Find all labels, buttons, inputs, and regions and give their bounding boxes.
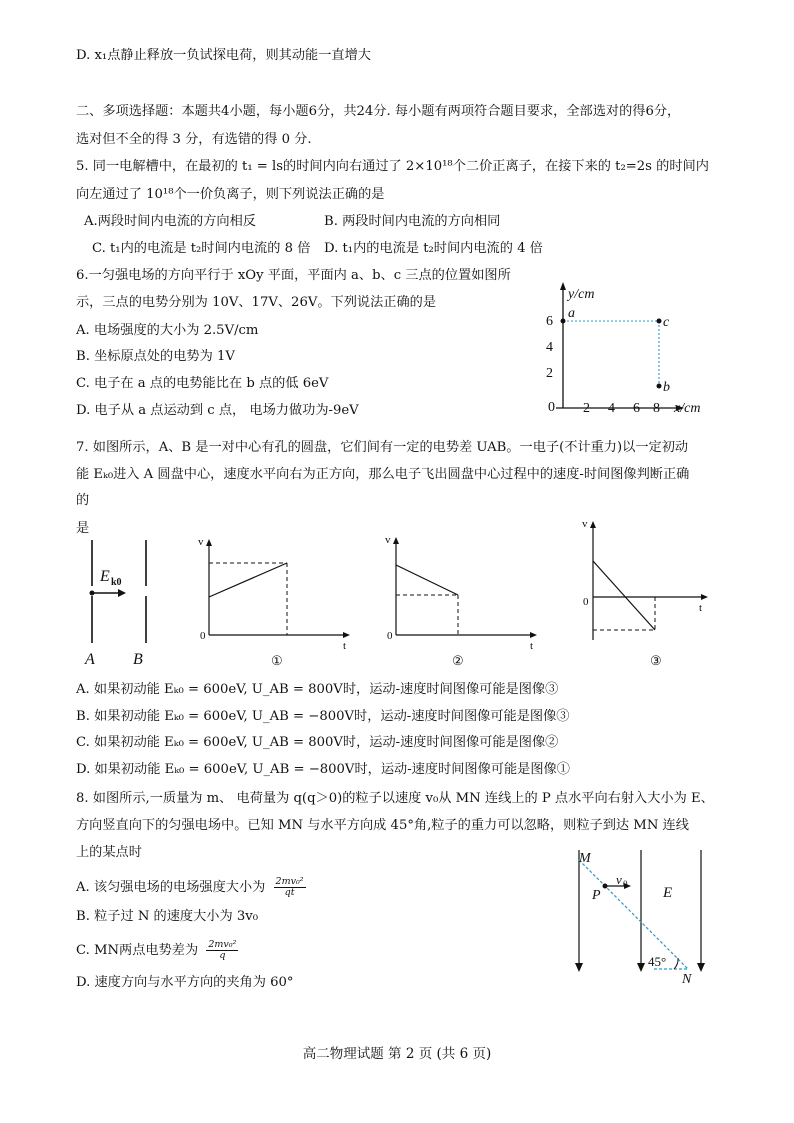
q7-plates-figure <box>80 535 180 670</box>
q7-stem-3: 的 <box>76 493 90 508</box>
v0-label: v <box>616 872 622 887</box>
q7-option-c: C. 如果初动能 Eₖ₀ = 600eV, U_AB = 800V时，运动-速度时间图像可能是图像② <box>76 735 559 750</box>
line-q4d: D. x₁点静止释放一负试探电荷，则其动能一直增大 <box>76 48 371 63</box>
q6-option-a: A. 电场强度的大小为 2.5V/cm <box>76 323 259 338</box>
svg-text:t: t <box>699 602 703 614</box>
q8-option-a-fraction: $\frac{\text{2mv₀²}}{qt}$ <box>275 876 304 898</box>
q5-stem-2: 向左通过了 10¹⁸个一价负离子，则下列说法正确的是 <box>76 187 385 202</box>
q8-option-d: D. 速度方向与水平方向的夹角为 60° <box>76 975 294 990</box>
q5-option-a: A.两段时间内电流的方向相反 <box>84 214 256 229</box>
q7-option-b: B. 如果初动能 Eₖ₀ = 600eV, U_AB = −800V时，运动-速度时间图像可能是图像③ <box>76 709 570 724</box>
q6-stem-2: 示，三点的电势分别为 10V、17V、26V。下列说法正确的是 <box>76 295 437 310</box>
q8-option-c-text: C. MN两点电势差为 <box>76 943 199 958</box>
q7-option-a: A. 如果初动能 Eₖ₀ = 600eV, U_AB = 800V时，运动-速度时间图像可能是图像③ <box>76 682 559 697</box>
point-c-label: c <box>663 315 670 330</box>
point-a-label: a <box>568 306 575 321</box>
graph-2-label: ② <box>452 653 464 668</box>
y-tick-4: 4 <box>546 340 553 355</box>
q7-graph-3 <box>578 515 718 670</box>
svg-text:0: 0 <box>387 630 393 642</box>
m-label: M <box>579 851 591 866</box>
field-e-label: E <box>663 885 673 901</box>
q6-coordinate-figure <box>530 278 720 423</box>
section-heading: 二、多项选择题：本题共4小题，每小题6分，共24分. 每小题有两项符合题目要求，全部选对的得6分， <box>76 104 681 119</box>
svg-text:t: t <box>343 640 347 652</box>
q7-stem-2: 能 Eₖ₀进入 A 圆盘中心，速度水平向右为正方向，那么电子飞出圆盘中心过程中的速度-时间图像判断正确 <box>76 467 690 482</box>
origin-label: 0 <box>548 400 555 415</box>
q8-stem-2: 方向竖直向下的匀强电场中。已知 MN 与水平方向成 45°角,粒子的重力可以忽略，则粒子到达 MN 连线 <box>76 818 689 833</box>
q8-option-b: B. 粒子过 N 的速度大小为 3v₀ <box>76 909 259 924</box>
x-tick-4: 4 <box>608 401 615 416</box>
svg-text:0: 0 <box>583 596 589 608</box>
p-label: P <box>592 888 601 903</box>
n-label: N <box>682 972 692 987</box>
section-instructions: 选对但不全的得 3 分，有选错的得 0 分. <box>76 132 312 147</box>
point-a <box>561 319 566 324</box>
q7-graph-2 <box>382 533 547 670</box>
plate-a-label: A <box>85 651 95 668</box>
q5-stem-1: 5. 同一电解槽中，在最初的 t₁ = ls的时间内向右通过了 2×10¹⁸个二价正离子，在接下来的 t₂=2s 的时间内 <box>76 159 709 174</box>
q6-stem-1: 6.一匀强电场的方向平行于 xOy 平面，平面内 a、b、c 三点的位置如图所 <box>76 268 511 283</box>
ek0-label: E <box>100 568 110 585</box>
q5-option-c: C. t₁内的电流是 t₂时间内电流的 8 倍 <box>92 241 311 256</box>
q8-stem-3: 上的某点时 <box>76 845 142 860</box>
q8-option-c-fraction: $\frac{\text{2mv₀²}}{q}$ <box>208 939 237 961</box>
q7-stem-4: 是 <box>76 521 90 536</box>
q6-option-c: C. 电子在 a 点的电势能比在 b 点的低 6eV <box>76 376 329 391</box>
x-tick-2: 2 <box>583 401 590 416</box>
point-b <box>657 384 662 389</box>
svg-text:v: v <box>385 534 391 546</box>
q8-option-a-text: A. 该匀强电场的电场强度大小为 <box>76 880 266 895</box>
v0-sub: 0 <box>623 879 628 889</box>
graph-3-label: ③ <box>650 653 662 668</box>
page-footer: 高二物理试题 第 2 页 (共 6 页) <box>302 1046 492 1062</box>
q8-option-a <box>76 877 310 898</box>
y-axis-label: y/cm <box>568 287 595 302</box>
q8-option-c <box>76 940 242 961</box>
q7-graph-1 <box>195 535 360 670</box>
point-c <box>657 319 662 324</box>
x-tick-8: 8 <box>653 401 660 416</box>
svg-text:t: t <box>530 640 534 652</box>
q6-option-d: D. 电子从 a 点运动到 c 点， 电场力做功为-9eV <box>76 403 359 418</box>
x-tick-6: 6 <box>633 401 640 416</box>
y-tick-6: 6 <box>546 314 553 329</box>
angle-label: 45° <box>648 954 667 969</box>
q5-option-d: D. t₁内的电流是 t₂时间内电流的 4 倍 <box>324 241 543 256</box>
svg-text:v: v <box>198 536 204 548</box>
plate-b-label: B <box>133 651 143 668</box>
svg-text:v: v <box>582 518 588 530</box>
q8-stem-1: 8. 如图所示,一质量为 m、 电荷量为 q(q＞0)的粒子以速度 v₀从 MN 连线上的 P 点水平向右射入大小为 E、 <box>76 791 714 806</box>
q5-option-b: B. 两段时间内电流的方向相同 <box>324 214 501 229</box>
y-tick-2: 2 <box>546 366 553 381</box>
q6-option-b: B. 坐标原点处的电势为 1V <box>76 349 235 364</box>
svg-text:0: 0 <box>200 630 206 642</box>
q7-option-d: D. 如果初动能 Eₖ₀ = 600eV, U_AB = −800V时，运动-速度时间图像可能是图像① <box>76 762 570 777</box>
x-axis-label: x/cm <box>674 401 701 416</box>
graph-1-label: ① <box>271 653 283 668</box>
ek0-sub: k0 <box>111 577 122 588</box>
point-b-label: b <box>663 380 670 395</box>
q7-stem-1: 7. 如图所示，A、B 是一对中心有孔的圆盘，它们间有一定的电势差 UAB。一电子(不计重力)以一定初动 <box>76 440 689 455</box>
q8-field-figure <box>570 845 720 990</box>
